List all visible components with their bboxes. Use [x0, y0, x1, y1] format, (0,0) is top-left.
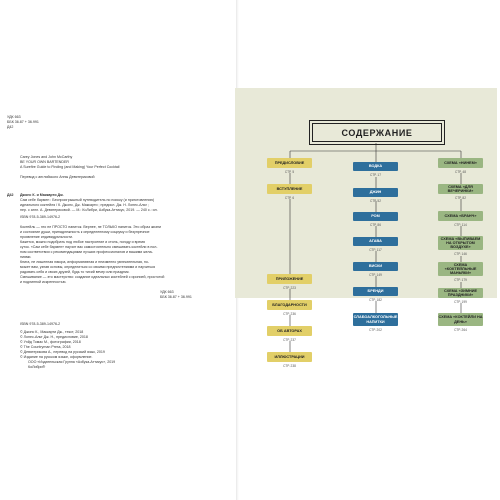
toc-item-label: ПРЕДИСЛОВИЕ — [267, 158, 312, 168]
toc-item-page: СТР. 117 — [369, 248, 382, 252]
toc-item-gin[interactable] — [353, 188, 398, 203]
annotation-line: Кажется, можно подобрать под любое настроение и стиль, погоду и время — [20, 240, 145, 244]
annotation-line: Коктейль — это не ПРОСТО напиток. Вернее, не ТОЛЬКО напиток. Это образ жизни — [20, 225, 162, 229]
toc-item-label: БЛАГОДАРНОСТИ — [267, 300, 312, 310]
toc-item-page: СТР. 6 — [284, 196, 295, 200]
toc-item-page: СТР. 17 — [370, 173, 381, 177]
udk-code-2: УДК 663 — [160, 290, 174, 294]
entry-line: Сам себе бармен : Беспроигрышный путеводитель по поиску (и приготовлению) — [20, 198, 155, 202]
isbn: ISBN 978-5-389-14976-2 — [20, 322, 61, 326]
toc-item-label: ВИСКИ — [353, 262, 398, 271]
toc-item-page: СТР. 86 — [370, 223, 381, 227]
author-code: Д42 — [7, 125, 14, 129]
toc-item-label: ВОДКА — [353, 162, 398, 171]
original-title: BE YOUR OWN BARTENDER — [20, 160, 69, 164]
annotation-line: может вам, узнав основы, определиться со своими предпочтениями и научиться — [20, 265, 156, 269]
toc-item-page: СТР. 199 — [454, 300, 467, 304]
toc-item-page: СТР. 237 — [283, 338, 296, 342]
toc-item-page: СТР. 238 — [283, 364, 296, 368]
copyright-line: © Издание на русском языке, оформление. — [20, 355, 93, 359]
toc-item-page: СТР. 223 — [283, 286, 296, 290]
toc-item-page: СТР. 179 — [454, 278, 467, 282]
isbn-inline: ISBN 978-5-389-14976-2 — [20, 215, 61, 219]
annotation-line: Книга, не лишенная юмора, информативная и неизменно увлекательная, по- — [20, 260, 150, 264]
toc-item-label: ОБ АВТОРАХ — [267, 326, 312, 336]
toc-item-rum[interactable] — [353, 212, 398, 227]
toc-item-scheme-daily-cocktails[interactable] — [438, 313, 483, 332]
toc-item-appendix[interactable] — [267, 274, 312, 290]
toc-item-label: СХЕМА «НИНЕМ» — [438, 158, 483, 168]
toc-item-page: СТР. 146 — [454, 252, 467, 256]
bbk-code-2: ББК 36.87 + 36.991 — [160, 295, 192, 299]
entry-title: Джонс К. и Маккарти Дж. — [20, 193, 64, 197]
toc-item-scheme-start[interactable] — [438, 158, 483, 174]
toc-item-label: ДЖИН — [353, 188, 398, 197]
toc-item-label: СХЕМА «ДЛЯ ВЕЧЕРИНКИ» — [438, 184, 483, 194]
annotation-line: суток. «Сам себе бармен» научит вас самостоятельно смешивать коктейли в пол- — [20, 245, 158, 249]
entry-line: пер. с англ. А. Девятериковой. — М.: КоЛибри, Азбука-Аттикус, 2019. — 240 с.: ил. — [20, 208, 158, 212]
toc-item-page: СТР. 48 — [455, 170, 466, 174]
toc-item-label: ПРИЛОЖЕНИЕ — [267, 274, 312, 284]
toc-item-label: ИЛЛЮСТРАЦИИ — [267, 352, 312, 362]
toc-item-introduction[interactable] — [267, 184, 312, 200]
copyright-line: © Джонс К., Маккарти Дж., текст, 2018 — [20, 330, 84, 334]
original-subtitle: A Surefire Guide to Finding (and Making) Your Perfect Cocktail — [20, 165, 120, 169]
annotation-line: проявление индивидуальности. — [20, 235, 74, 239]
original-authors: Carey Jones and John McCarthy — [20, 155, 73, 159]
annotation-line: и состояние души, принадлежность к определенному социуму и безупречное — [20, 230, 150, 234]
toc-item-page: СТР. 82 — [455, 196, 466, 200]
toc-item-acknowledgements[interactable] — [267, 300, 312, 316]
toc-item-agave[interactable] — [353, 237, 398, 252]
toc-item-label: АГАВА — [353, 237, 398, 246]
toc-item-label: ВСТУПЛЕНИЕ — [267, 184, 312, 194]
toc-item-page: СТР. 52 — [370, 199, 381, 203]
copyright-line: © Уэйд Томас М., фотографии, 2018 — [20, 340, 81, 344]
annotation-line: ниями. — [20, 255, 32, 259]
toc-item-label: СХЕМА «ВЫПИВАЕМ НА ОТКРЫТОМ ВОЗДУХЕ» — [438, 236, 483, 250]
toc-item-vodka[interactable] — [353, 162, 398, 177]
toc-item-label: СХЕМА «ЗИМНИЕ ПРАЗДНИКИ» — [438, 288, 483, 298]
copyright-line: © Лопес-Альт Дж. Н., предисловие, 2018 — [20, 335, 88, 339]
annotation-line: радовать себя и своих друзей, будь то тихий вечер или праздник. — [20, 270, 130, 274]
toc-title-box — [312, 123, 442, 142]
annotation-line: ном соответствии с рекомендациями лучших профессионалов и вашими жела- — [20, 250, 153, 254]
toc-item-low-alcohol[interactable] — [353, 313, 398, 332]
translator-note: Перевод с английского Анны Девятериковой — [20, 175, 95, 179]
annotation-line: и подлинной искренностью. — [20, 280, 67, 284]
toc-item-whiskey[interactable] — [353, 262, 398, 277]
toc-item-label: БРЕНДИ — [353, 287, 398, 296]
toc-item-label: СХЕМА «КОКТЕЙЛИ НА ДЕНЬ» — [438, 313, 483, 326]
toc-item-scheme-winter-holidays[interactable] — [438, 288, 483, 304]
toc-item-label: СЛАБОАЛКОГОЛЬНЫЕ НАПИТКИ — [353, 313, 398, 326]
copyright-line: © Девятерикова А., перевод на русский язык, 2019 — [20, 350, 105, 354]
toc-item-foreword[interactable] — [267, 158, 312, 174]
toc-item-page: СТР. 264 — [454, 328, 467, 332]
toc-item-about-authors[interactable] — [267, 326, 312, 342]
toc-title: СОДЕРЖАНИЕ — [341, 127, 413, 138]
copyright-line: ООО «Издательская Группа «Азбука-Аттикус», 2019 — [28, 360, 116, 364]
copyright-line: © The Countryman Press, 2018 — [20, 345, 71, 349]
side-code: Д42 — [7, 193, 14, 197]
bbk-code: ББК 36.87 + 36.991 — [7, 120, 39, 124]
toc-item-brandy[interactable] — [353, 287, 398, 302]
toc-item-page: СТР. 114 — [454, 223, 467, 227]
toc-item-scheme-cocktail-maniacs[interactable] — [438, 262, 483, 282]
udk-code: УДК 663 — [7, 115, 21, 119]
toc-item-label: СХЕМА «КОКТЕЙЛЬНЫЕ МАНЬЯКИ» — [438, 262, 483, 276]
toc-item-scheme-outdoors[interactable] — [438, 236, 483, 256]
toc-item-label: РОМ — [353, 212, 398, 221]
toc-item-illustrations[interactable] — [267, 352, 312, 368]
toc-item-label: СХЕМА «БРАНЧ» — [438, 211, 483, 221]
toc-item-scheme-party[interactable] — [438, 184, 483, 200]
toc-item-page: СТР. 149 — [369, 273, 382, 277]
toc-item-page: СТР. 5 — [284, 170, 295, 174]
annotation-line: Смешивание — это мастерство: создание идеальных коктейлей с иронией, простотой — [20, 275, 165, 279]
entry-line: идеального коктейля / К. Джонс, Дж. Маккарти ; предисл. Дж. Н. Лопес-Альт ; — [20, 203, 149, 207]
copyright-line: КоЛибри® — [28, 365, 46, 369]
toc-item-page: СТР. 236 — [283, 312, 296, 316]
toc-item-page: СТР. 202 — [369, 328, 382, 332]
toc-item-page: СТР. 182 — [369, 298, 382, 302]
toc-item-scheme-brunch[interactable] — [438, 211, 483, 227]
